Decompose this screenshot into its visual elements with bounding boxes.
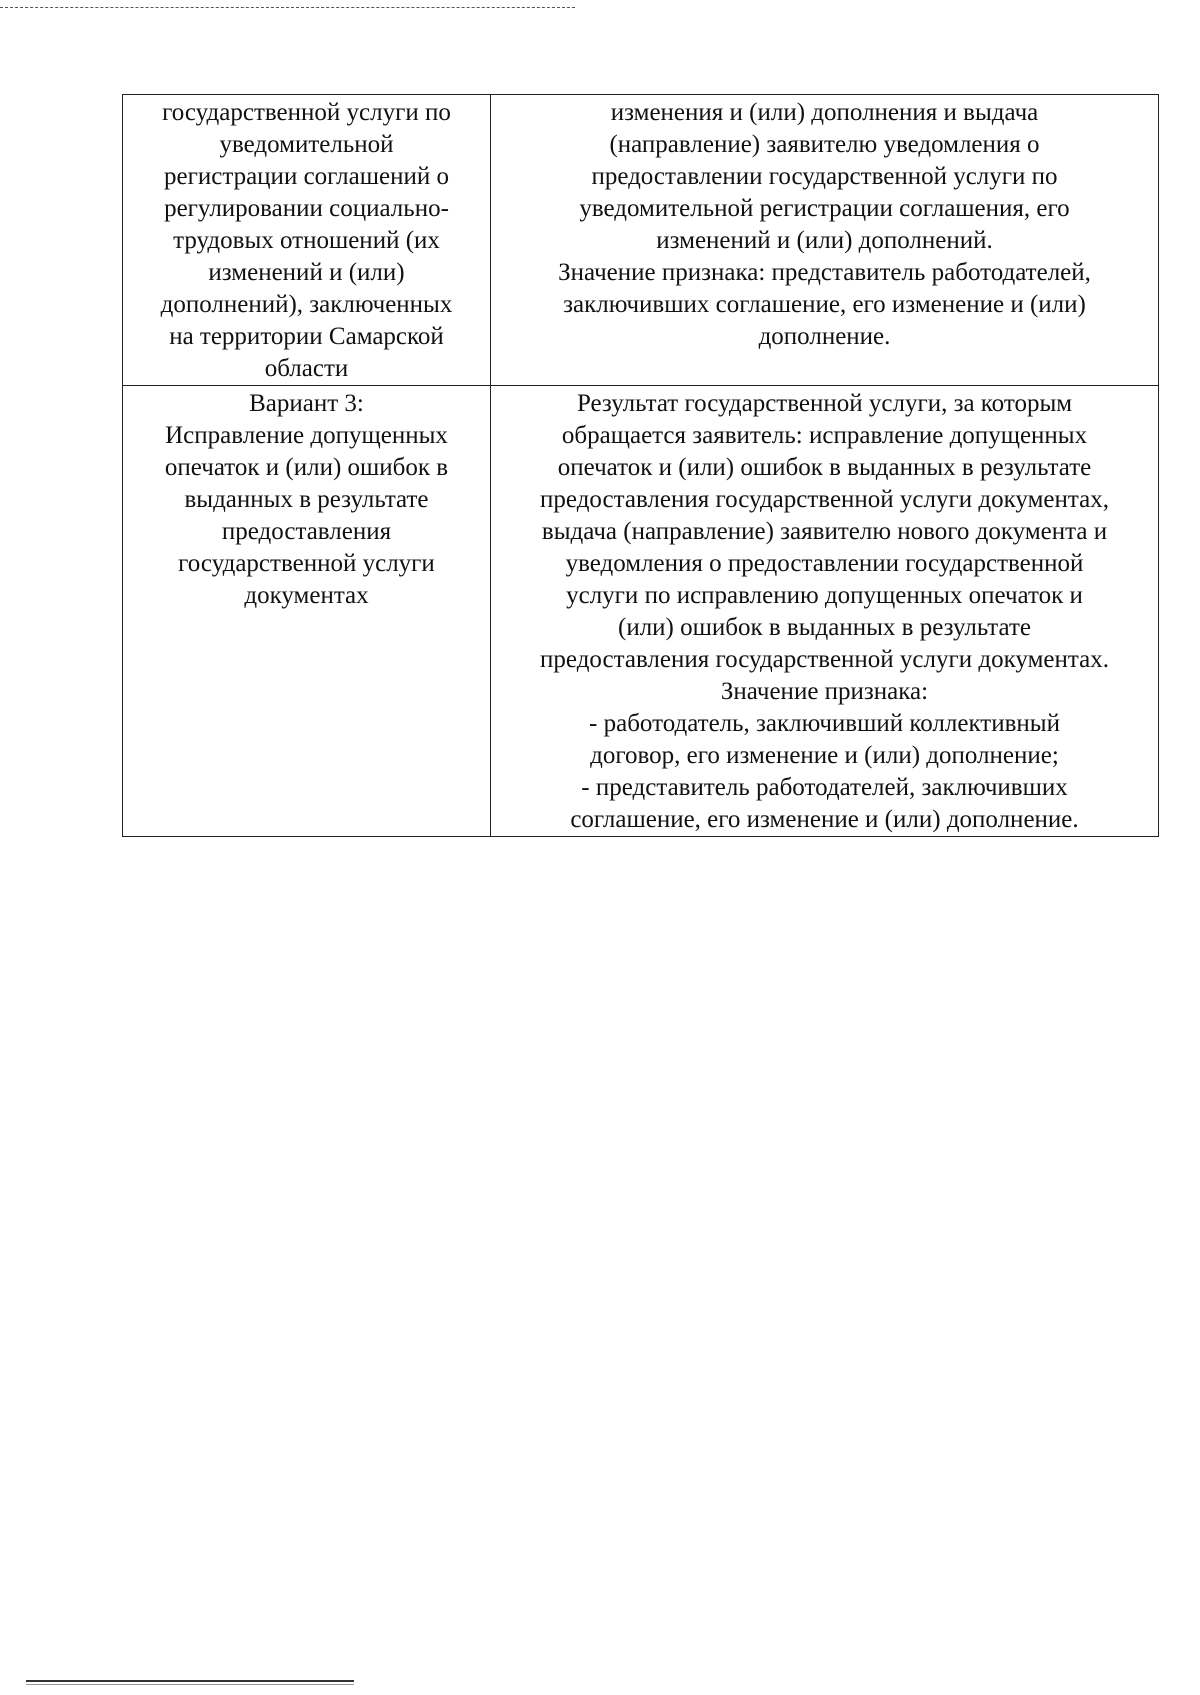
cell-text-line: предоставления государственной услуги документах. bbox=[540, 646, 1109, 673]
cell-text-line: государственной услуги по bbox=[162, 99, 451, 126]
cell-text-line: регулировании социально- bbox=[164, 195, 449, 222]
cell-text-line: (или) ошибок в выданных в результате bbox=[618, 614, 1031, 641]
table-cell-left bbox=[123, 386, 491, 837]
cell-text-line: - работодатель, заключивший коллективный bbox=[589, 710, 1060, 737]
cell-text-line: соглашение, его изменение и (или) дополнение. bbox=[570, 806, 1079, 833]
cell-text-line: выданных в результате bbox=[184, 486, 429, 513]
cell-text-line: выдача (направление) заявителю нового документа и bbox=[541, 518, 1108, 545]
cell-text-line: Значение признака: bbox=[720, 678, 929, 705]
cell-text-line: изменений и (или) дополнений. bbox=[656, 227, 993, 254]
cell-text-line: предоставления государственной услуги документах, bbox=[540, 486, 1109, 513]
cell-text-line: - представитель работодателей, заключивших bbox=[581, 774, 1068, 801]
cell-text-line: области bbox=[264, 355, 349, 382]
scan-edge-mark-bottom bbox=[26, 1684, 354, 1685]
scan-edge-mark-bottom bbox=[26, 1680, 354, 1682]
cell-text-line: дополнений), заключенных bbox=[160, 291, 453, 318]
cell-text-line: Исправление допущенных bbox=[165, 422, 448, 449]
cell-text-line: документах bbox=[244, 582, 369, 609]
table-cell-right bbox=[491, 95, 1159, 386]
cell-text-line: (направление) заявителю уведомления о bbox=[609, 131, 1040, 158]
cell-text-line: изменения и (или) дополнения и выдача bbox=[610, 99, 1039, 126]
scan-edge-mark-top bbox=[0, 7, 575, 8]
table-row bbox=[123, 386, 1159, 837]
cell-text-line: регистрации соглашений о bbox=[164, 163, 449, 190]
cell-text-line: трудовых отношений (их bbox=[173, 227, 440, 254]
cell-text-line: опечаток и (или) ошибок в выданных в результате bbox=[557, 454, 1092, 481]
cell-text-line: уведомительной регистрации соглашения, его bbox=[579, 195, 1070, 222]
table-row bbox=[123, 95, 1159, 386]
cell-text-line: дополнение. bbox=[758, 323, 891, 350]
cell-text-line: Результат государственной услуги, за которым bbox=[576, 390, 1073, 417]
table-cell-right bbox=[491, 386, 1159, 837]
cell-text-line: на территории Самарской bbox=[169, 323, 444, 350]
cell-text-line: Значение признака: представитель работодателей, bbox=[558, 259, 1091, 286]
cell-text-line: заключивших соглашение, его изменение и (или) bbox=[563, 291, 1086, 318]
service-variants-table bbox=[122, 94, 1159, 837]
cell-text-line: услуги по исправлению допущенных опечаток и bbox=[566, 582, 1083, 609]
variant-heading: Вариант 3: bbox=[249, 390, 364, 417]
cell-text-line: предоставлении государственной услуги по bbox=[591, 163, 1058, 190]
cell-text-line: уведомления о предоставлении государственной bbox=[565, 550, 1084, 577]
cell-text-line: изменений и (или) bbox=[208, 259, 405, 286]
cell-text-line: опечаток и (или) ошибок в bbox=[164, 454, 449, 481]
cell-text-line: уведомительной bbox=[219, 131, 394, 158]
cell-text-line: обращается заявитель: исправление допущенных bbox=[561, 422, 1088, 449]
table-cell-left bbox=[123, 95, 491, 386]
cell-text-line: договор, его изменение и (или) дополнение; bbox=[590, 742, 1059, 769]
cell-text-line: государственной услуги bbox=[178, 550, 435, 577]
cell-text-line: предоставления bbox=[221, 518, 392, 545]
